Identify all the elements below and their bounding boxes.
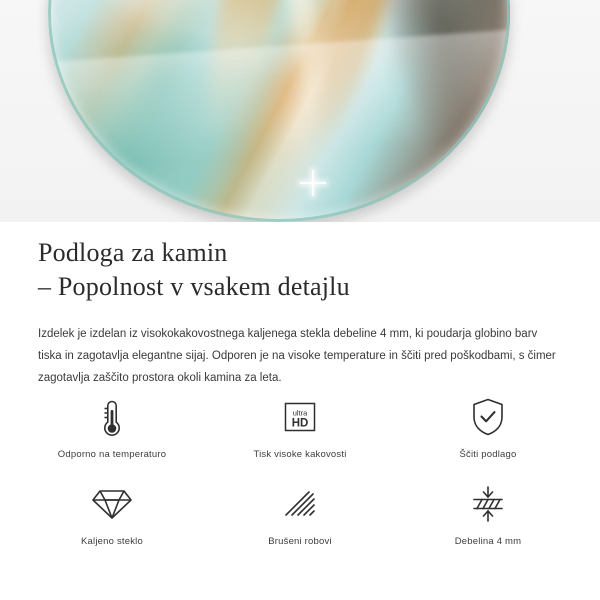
feature-protects-surface [394,395,582,460]
headline-line-2: – Popolnost v vsakem detajlu [38,272,350,302]
feature-polished-edges [206,482,394,547]
feature-label: Odporno na temperaturo [57,449,167,460]
product-description: Izdelek je izdelan iz visokokakovostnega kaljenega stekla debeline 4 mm, ki poudarja globino barv tiska in zagotavlja elegantne sijaj. Odporen je na visoke temperature in ščiti pred poškodbami, s čimer zagotavlja zaščito prostora okoli kamina za leta. [38,327,556,385]
feature-high-quality-print [206,395,394,460]
thickness-arrows-icon [468,482,508,526]
thermometer-icon [95,395,129,439]
text-content [0,222,600,390]
feature-label: Ščiti podlago [459,449,517,460]
polished-edges-icon [278,482,322,526]
headline-line-1: Podloga za kamin [38,238,228,267]
feature-label: Debelina 4 mm [454,536,522,547]
feature-label: Tisk visoke kakovosti [253,449,347,460]
svg-text:HD: HD [291,417,309,430]
feature-label: Kaljeno steklo [81,536,143,547]
page-title [0,222,600,305]
hero-image [0,0,600,222]
shield-check-icon [468,395,508,439]
feature-tempered-glass [18,482,206,547]
feature-label: Brušeni robovi [268,536,332,547]
feature-thickness-4mm [394,482,582,547]
svg-text:ultra: ultra [292,408,308,418]
feature-temperature-resistant [18,395,206,460]
ultra-hd-icon [280,395,320,439]
feature-grid [0,395,600,547]
diamond-icon [90,482,134,526]
